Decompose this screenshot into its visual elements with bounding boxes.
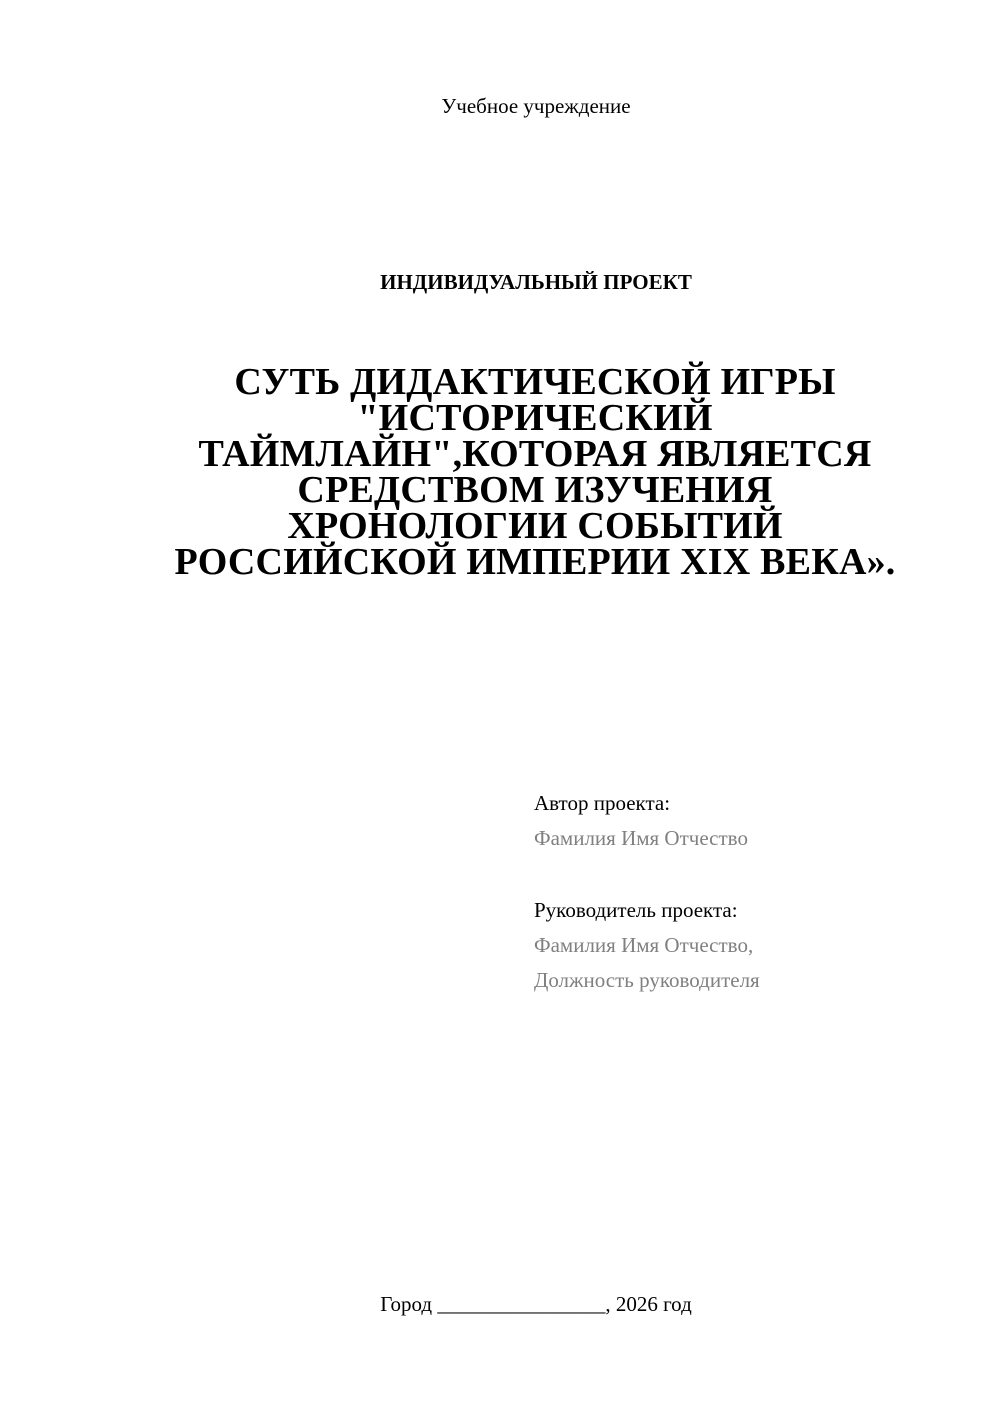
supervisor-block bbox=[534, 893, 974, 998]
city-year-footer: Город ________________, 2026 год bbox=[380, 1292, 692, 1316]
supervisor-label: Руководитель проекта: bbox=[534, 898, 738, 922]
title-line: СРЕДСТВОМ ИЗУЧЕНИЯ bbox=[297, 469, 773, 511]
author-block bbox=[534, 786, 974, 856]
title-line: РОССИЙСКОЙ ИМПЕРИИ XIX ВЕКА». bbox=[174, 541, 896, 583]
title-line: СУТЬ ДИДАКТИЧЕСКОЙ ИГРЫ bbox=[234, 361, 836, 403]
project-title bbox=[150, 361, 920, 583]
supervisor-position: Должность руководителя bbox=[534, 968, 760, 992]
title-line: "ИСТОРИЧЕСКИЙ bbox=[357, 397, 713, 439]
supervisor-name: Фамилия Имя Отчество, bbox=[534, 933, 754, 957]
author-name: Фамилия Имя Отчество bbox=[534, 826, 748, 850]
document-type: ИНДИВИДУАЛЬНЫЙ ПРОЕКТ bbox=[380, 270, 692, 294]
title-line: ТАЙМЛАЙН",КОТОРАЯ ЯВЛЯЕТСЯ bbox=[198, 433, 872, 475]
author-label: Автор проекта: bbox=[534, 791, 671, 815]
institution-name: Учебное учреждение bbox=[441, 94, 631, 118]
title-line: ХРОНОЛОГИИ СОБЫТИЙ bbox=[287, 505, 783, 547]
